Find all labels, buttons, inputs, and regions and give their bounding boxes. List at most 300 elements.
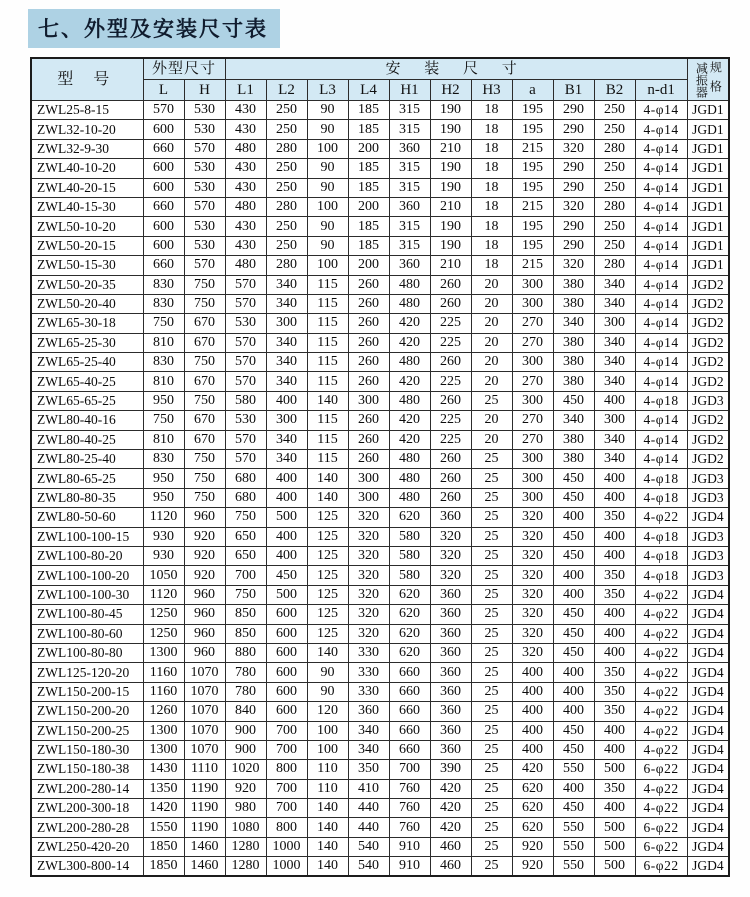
- nd1-cell: 6-φ22: [635, 857, 687, 877]
- value-cell: 18: [471, 197, 512, 216]
- value-cell: 225: [430, 372, 471, 391]
- value-cell: 300: [266, 411, 307, 430]
- value-cell: 125: [307, 527, 348, 546]
- value-cell: 260: [430, 275, 471, 294]
- value-cell: 250: [266, 236, 307, 255]
- model-cell: ZWL25-8-15: [31, 101, 143, 120]
- value-cell: 1110: [184, 760, 225, 779]
- value-cell: 250: [266, 120, 307, 139]
- value-cell: 320: [348, 585, 389, 604]
- value-cell: 320: [512, 546, 553, 565]
- nd1-cell: 4-φ14: [635, 294, 687, 313]
- value-cell: 270: [512, 333, 553, 352]
- nd1-cell: 4-φ18: [635, 469, 687, 488]
- value-cell: 750: [143, 411, 184, 430]
- value-cell: 210: [430, 197, 471, 216]
- value-cell: 480: [225, 256, 266, 275]
- value-cell: 400: [266, 469, 307, 488]
- value-cell: 570: [225, 372, 266, 391]
- value-cell: 540: [348, 857, 389, 877]
- value-cell: 90: [307, 120, 348, 139]
- value-cell: 340: [348, 721, 389, 740]
- value-cell: 360: [389, 197, 430, 216]
- value-cell: 430: [225, 217, 266, 236]
- value-cell: 20: [471, 353, 512, 372]
- value-cell: 215: [512, 256, 553, 275]
- value-cell: 600: [143, 159, 184, 178]
- value-cell: 600: [266, 624, 307, 643]
- value-cell: 315: [389, 101, 430, 120]
- nd1-cell: 4-φ22: [635, 779, 687, 798]
- value-cell: 530: [184, 120, 225, 139]
- value-cell: 1280: [225, 837, 266, 856]
- value-cell: 450: [553, 469, 594, 488]
- value-cell: 420: [389, 430, 430, 449]
- value-cell: 225: [430, 333, 471, 352]
- value-cell: 750: [184, 450, 225, 469]
- value-cell: 910: [389, 857, 430, 877]
- nd1-cell: 4-φ14: [635, 411, 687, 430]
- value-cell: 190: [430, 101, 471, 120]
- table-row: [31, 663, 729, 682]
- model-cell: ZWL80-80-35: [31, 488, 143, 507]
- value-cell: 380: [553, 450, 594, 469]
- nd1-cell: 6-φ22: [635, 818, 687, 837]
- column-group-install-dimensions: 安 装 尺 寸: [225, 58, 687, 80]
- value-cell: 400: [553, 682, 594, 701]
- table-row: [31, 159, 729, 178]
- value-cell: 960: [184, 585, 225, 604]
- value-cell: 270: [512, 372, 553, 391]
- value-cell: 250: [594, 236, 635, 255]
- damper-spec-vertical-text: [688, 60, 729, 100]
- value-cell: 185: [348, 178, 389, 197]
- value-cell: 980: [225, 799, 266, 818]
- model-cell: ZWL100-80-60: [31, 624, 143, 643]
- value-cell: 1430: [143, 760, 184, 779]
- value-cell: 20: [471, 411, 512, 430]
- model-cell: ZWL65-40-25: [31, 372, 143, 391]
- value-cell: 1050: [143, 566, 184, 585]
- table-row: [31, 217, 729, 236]
- value-cell: 850: [225, 624, 266, 643]
- table-row: [31, 605, 729, 624]
- value-cell: 480: [389, 450, 430, 469]
- model-cell: ZWL200-300-18: [31, 799, 143, 818]
- value-cell: 350: [594, 663, 635, 682]
- value-cell: 18: [471, 217, 512, 236]
- model-cell: ZWL100-100-30: [31, 585, 143, 604]
- value-cell: 280: [594, 256, 635, 275]
- value-cell: 1120: [143, 585, 184, 604]
- value-cell: 18: [471, 256, 512, 275]
- nd1-cell: 4-φ14: [635, 372, 687, 391]
- table-row: [31, 372, 729, 391]
- damper-spec-cell: JGD1: [687, 217, 729, 236]
- value-cell: 400: [553, 702, 594, 721]
- value-cell: 185: [348, 120, 389, 139]
- value-cell: 570: [184, 139, 225, 158]
- value-cell: 300: [512, 469, 553, 488]
- value-cell: 400: [594, 721, 635, 740]
- value-cell: 340: [266, 372, 307, 391]
- value-cell: 250: [266, 178, 307, 197]
- nd1-cell: 4-φ18: [635, 391, 687, 410]
- value-cell: 120: [307, 702, 348, 721]
- table-row: [31, 353, 729, 372]
- value-cell: 20: [471, 294, 512, 313]
- value-cell: 530: [225, 411, 266, 430]
- value-cell: 480: [225, 197, 266, 216]
- value-cell: 530: [225, 314, 266, 333]
- value-cell: 750: [184, 353, 225, 372]
- value-cell: 250: [594, 217, 635, 236]
- table-body: [31, 101, 729, 877]
- value-cell: 185: [348, 236, 389, 255]
- value-cell: 270: [512, 430, 553, 449]
- value-cell: 1070: [184, 682, 225, 701]
- model-cell: ZWL100-80-80: [31, 643, 143, 662]
- value-cell: 360: [430, 585, 471, 604]
- value-cell: 810: [143, 333, 184, 352]
- value-cell: 340: [594, 353, 635, 372]
- value-cell: 670: [184, 430, 225, 449]
- value-cell: 20: [471, 275, 512, 294]
- damper-spec-cell: JGD2: [687, 333, 729, 352]
- model-cell: ZWL50-10-20: [31, 217, 143, 236]
- value-cell: 600: [143, 217, 184, 236]
- value-cell: 500: [594, 837, 635, 856]
- value-cell: 300: [594, 314, 635, 333]
- value-cell: 320: [553, 256, 594, 275]
- value-cell: 300: [512, 488, 553, 507]
- value-cell: 620: [389, 605, 430, 624]
- value-cell: 570: [225, 294, 266, 313]
- damper-spec-cell: JGD4: [687, 818, 729, 837]
- value-cell: 290: [553, 120, 594, 139]
- value-cell: 360: [430, 740, 471, 759]
- dimensions-table: [30, 57, 730, 877]
- value-cell: 300: [512, 294, 553, 313]
- damper-spec-cell: JGD2: [687, 314, 729, 333]
- value-cell: 1250: [143, 624, 184, 643]
- damper-spec-cell: JGD1: [687, 197, 729, 216]
- value-cell: 480: [389, 275, 430, 294]
- value-cell: 660: [143, 256, 184, 275]
- value-cell: 750: [184, 469, 225, 488]
- value-cell: 600: [143, 178, 184, 197]
- table-row: [31, 818, 729, 837]
- value-cell: 18: [471, 236, 512, 255]
- nd1-cell: 4-φ14: [635, 430, 687, 449]
- value-cell: 450: [266, 566, 307, 585]
- value-cell: 280: [266, 256, 307, 275]
- value-cell: 320: [553, 139, 594, 158]
- damper-spec-cell: JGD3: [687, 469, 729, 488]
- table-row: [31, 120, 729, 139]
- value-cell: 25: [471, 663, 512, 682]
- value-cell: 400: [553, 566, 594, 585]
- value-cell: 880: [225, 643, 266, 662]
- value-cell: 920: [184, 527, 225, 546]
- model-cell: ZWL100-100-20: [31, 566, 143, 585]
- value-cell: 300: [266, 314, 307, 333]
- value-cell: 450: [553, 546, 594, 565]
- value-cell: 1300: [143, 721, 184, 740]
- value-cell: 320: [512, 624, 553, 643]
- value-cell: 450: [553, 391, 594, 410]
- column-header-n-d1: n-d1: [635, 80, 687, 101]
- value-cell: 350: [594, 779, 635, 798]
- value-cell: 250: [594, 101, 635, 120]
- value-cell: 25: [471, 857, 512, 877]
- value-cell: 260: [430, 450, 471, 469]
- value-cell: 960: [184, 508, 225, 527]
- value-cell: 480: [389, 294, 430, 313]
- nd1-cell: 6-φ22: [635, 760, 687, 779]
- damper-spec-cell: JGD4: [687, 779, 729, 798]
- value-cell: 400: [266, 391, 307, 410]
- model-cell: ZWL300-800-14: [31, 857, 143, 877]
- value-cell: 250: [594, 178, 635, 197]
- value-cell: 340: [266, 450, 307, 469]
- table-row: [31, 566, 729, 585]
- model-cell: ZWL150-200-15: [31, 682, 143, 701]
- value-cell: 660: [389, 663, 430, 682]
- column-header-h2: H2: [430, 80, 471, 101]
- value-cell: 910: [389, 837, 430, 856]
- value-cell: 400: [512, 682, 553, 701]
- damper-spec-cell: JGD2: [687, 294, 729, 313]
- nd1-cell: 6-φ22: [635, 837, 687, 856]
- value-cell: 580: [389, 566, 430, 585]
- value-cell: 830: [143, 353, 184, 372]
- value-cell: 400: [266, 488, 307, 507]
- value-cell: 750: [225, 508, 266, 527]
- value-cell: 260: [430, 391, 471, 410]
- value-cell: 680: [225, 469, 266, 488]
- value-cell: 750: [184, 275, 225, 294]
- value-cell: 1160: [143, 682, 184, 701]
- value-cell: 1850: [143, 857, 184, 877]
- model-cell: ZWL80-40-16: [31, 411, 143, 430]
- value-cell: 250: [594, 120, 635, 139]
- value-cell: 1350: [143, 779, 184, 798]
- value-cell: 480: [389, 488, 430, 507]
- value-cell: 185: [348, 217, 389, 236]
- model-cell: ZWL32-10-20: [31, 120, 143, 139]
- value-cell: 400: [594, 643, 635, 662]
- value-cell: 400: [512, 663, 553, 682]
- value-cell: 315: [389, 120, 430, 139]
- value-cell: 115: [307, 333, 348, 352]
- value-cell: 360: [430, 663, 471, 682]
- value-cell: 800: [266, 818, 307, 837]
- table-row: [31, 740, 729, 759]
- value-cell: 195: [512, 178, 553, 197]
- damper-spec-cell: JGD2: [687, 372, 729, 391]
- column-header-b1: B1: [553, 80, 594, 101]
- damper-spec-cell: JGD3: [687, 391, 729, 410]
- model-cell: ZWL150-180-30: [31, 740, 143, 759]
- table-row: [31, 488, 729, 507]
- value-cell: 400: [512, 721, 553, 740]
- value-cell: 260: [348, 430, 389, 449]
- value-cell: 380: [553, 275, 594, 294]
- table-row: [31, 256, 729, 275]
- table-header: [31, 58, 729, 101]
- value-cell: 140: [307, 799, 348, 818]
- value-cell: 680: [225, 488, 266, 507]
- value-cell: 125: [307, 605, 348, 624]
- value-cell: 1190: [184, 818, 225, 837]
- damper-spec-line1: 减振器: [694, 61, 709, 98]
- model-cell: ZWL80-50-60: [31, 508, 143, 527]
- value-cell: 350: [594, 508, 635, 527]
- value-cell: 760: [389, 818, 430, 837]
- table-row: [31, 197, 729, 216]
- value-cell: 400: [553, 585, 594, 604]
- value-cell: 25: [471, 799, 512, 818]
- value-cell: 210: [430, 256, 471, 275]
- value-cell: 90: [307, 217, 348, 236]
- value-cell: 20: [471, 430, 512, 449]
- value-cell: 215: [512, 197, 553, 216]
- value-cell: 780: [225, 663, 266, 682]
- value-cell: 410: [348, 779, 389, 798]
- value-cell: 100: [307, 197, 348, 216]
- value-cell: 580: [225, 391, 266, 410]
- value-cell: 25: [471, 721, 512, 740]
- value-cell: 185: [348, 159, 389, 178]
- value-cell: 930: [143, 546, 184, 565]
- damper-spec-cell: JGD1: [687, 236, 729, 255]
- value-cell: 620: [389, 624, 430, 643]
- value-cell: 300: [512, 275, 553, 294]
- value-cell: 670: [184, 411, 225, 430]
- nd1-cell: 4-φ14: [635, 256, 687, 275]
- nd1-cell: 4-φ18: [635, 546, 687, 565]
- value-cell: 125: [307, 546, 348, 565]
- table-row: [31, 430, 729, 449]
- value-cell: 1280: [225, 857, 266, 877]
- value-cell: 570: [225, 430, 266, 449]
- value-cell: 360: [430, 721, 471, 740]
- model-cell: ZWL50-15-30: [31, 256, 143, 275]
- value-cell: 25: [471, 488, 512, 507]
- value-cell: 450: [553, 488, 594, 507]
- nd1-cell: 4-φ18: [635, 527, 687, 546]
- value-cell: 500: [266, 585, 307, 604]
- value-cell: 115: [307, 430, 348, 449]
- value-cell: 810: [143, 430, 184, 449]
- value-cell: 350: [594, 566, 635, 585]
- damper-spec-cell: JGD4: [687, 740, 729, 759]
- value-cell: 1300: [143, 643, 184, 662]
- nd1-cell: 4-φ14: [635, 333, 687, 352]
- value-cell: 850: [225, 605, 266, 624]
- value-cell: 340: [266, 294, 307, 313]
- value-cell: 380: [553, 430, 594, 449]
- value-cell: 340: [594, 294, 635, 313]
- value-cell: 1260: [143, 702, 184, 721]
- value-cell: 620: [389, 585, 430, 604]
- column-group-outline-dimensions: 外型尺寸: [143, 58, 225, 80]
- value-cell: 400: [553, 779, 594, 798]
- value-cell: 750: [184, 391, 225, 410]
- value-cell: 570: [184, 197, 225, 216]
- value-cell: 90: [307, 663, 348, 682]
- nd1-cell: 4-φ22: [635, 508, 687, 527]
- value-cell: 280: [594, 139, 635, 158]
- model-cell: ZWL125-120-20: [31, 663, 143, 682]
- value-cell: 115: [307, 372, 348, 391]
- value-cell: 90: [307, 159, 348, 178]
- damper-spec-cell: JGD4: [687, 624, 729, 643]
- nd1-cell: 4-φ22: [635, 624, 687, 643]
- value-cell: 1460: [184, 837, 225, 856]
- damper-spec-cell: JGD4: [687, 605, 729, 624]
- value-cell: 400: [594, 488, 635, 507]
- model-cell: ZWL65-25-30: [31, 333, 143, 352]
- value-cell: 380: [553, 353, 594, 372]
- value-cell: 340: [553, 411, 594, 430]
- value-cell: 660: [389, 740, 430, 759]
- value-cell: 430: [225, 178, 266, 197]
- value-cell: 700: [225, 566, 266, 585]
- value-cell: 25: [471, 566, 512, 585]
- value-cell: 190: [430, 178, 471, 197]
- value-cell: 350: [348, 760, 389, 779]
- value-cell: 330: [348, 643, 389, 662]
- value-cell: 400: [553, 508, 594, 527]
- model-cell: ZWL65-30-18: [31, 314, 143, 333]
- value-cell: 320: [348, 605, 389, 624]
- value-cell: 25: [471, 624, 512, 643]
- damper-spec-cell: JGD1: [687, 101, 729, 120]
- value-cell: 320: [430, 527, 471, 546]
- column-header-damper-spec: [687, 58, 729, 101]
- value-cell: 1080: [225, 818, 266, 837]
- value-cell: 115: [307, 353, 348, 372]
- value-cell: 480: [389, 391, 430, 410]
- value-cell: 320: [512, 527, 553, 546]
- table-row: [31, 411, 729, 430]
- value-cell: 320: [348, 546, 389, 565]
- value-cell: 290: [553, 217, 594, 236]
- value-cell: 360: [430, 682, 471, 701]
- value-cell: 1120: [143, 508, 184, 527]
- value-cell: 440: [348, 799, 389, 818]
- value-cell: 920: [225, 779, 266, 798]
- value-cell: 620: [389, 643, 430, 662]
- value-cell: 290: [553, 236, 594, 255]
- value-cell: 380: [553, 372, 594, 391]
- value-cell: 650: [225, 546, 266, 565]
- table-row: [31, 101, 729, 120]
- value-cell: 260: [348, 372, 389, 391]
- nd1-cell: 4-φ22: [635, 702, 687, 721]
- model-cell: ZWL250-420-20: [31, 837, 143, 856]
- value-cell: 480: [225, 139, 266, 158]
- value-cell: 760: [389, 799, 430, 818]
- damper-spec-cell: JGD4: [687, 721, 729, 740]
- value-cell: 900: [225, 740, 266, 759]
- value-cell: 260: [430, 469, 471, 488]
- value-cell: 540: [348, 837, 389, 856]
- value-cell: 530: [184, 159, 225, 178]
- value-cell: 400: [594, 469, 635, 488]
